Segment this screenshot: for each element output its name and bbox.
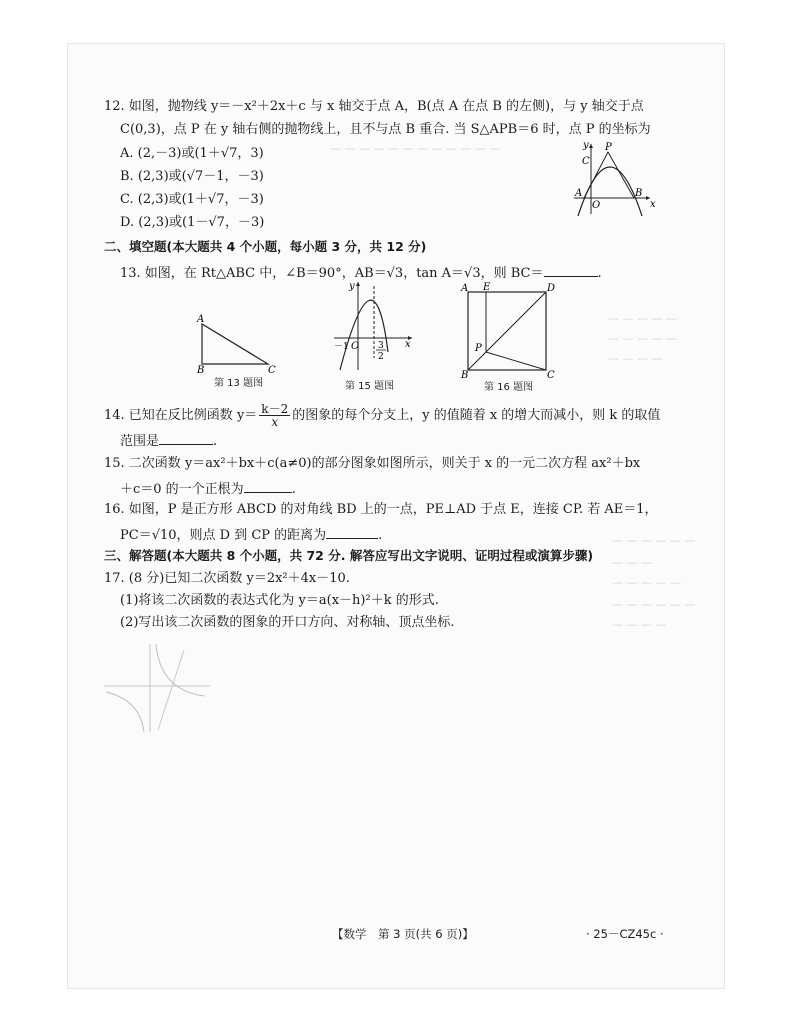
bleed-through-mark: — — — — — —	[612, 534, 696, 547]
fig15-label-minus1: －1	[334, 342, 349, 352]
fig15-label-o: O	[351, 341, 360, 352]
bleed-through-mark: — — — — — —	[612, 598, 696, 611]
q16-answer-blank[interactable]	[326, 524, 378, 539]
fig16-label-a: A	[461, 283, 469, 294]
q14-pre: 14. 已知在反比例函数 y＝	[104, 408, 258, 423]
q12-label-b: B	[635, 188, 643, 199]
q14-answer-blank[interactable]	[159, 430, 213, 445]
q14-stem-line2	[120, 430, 217, 451]
fig16-label-p: P	[475, 343, 482, 354]
q12-option-d: D. (2,3)或(1－√7，－3)	[120, 215, 265, 230]
q12-stem-line2: C(0,3)，点 P 在 y 轴右侧的抛物线上，且不与点 B 重合. 当 S△APB＝6 时，点 P 的坐标为	[120, 122, 651, 137]
q15-stem-line2	[120, 478, 296, 499]
page-footer-center: 【数学 第 3 页(共 6 页)】	[332, 927, 474, 941]
section-3-title: 三、解答题(本大题共 8 个小题，共 72 分. 解答应写出文字说明、证明过程或演算步骤)	[104, 548, 594, 563]
fig15-label-y: y	[349, 281, 355, 292]
fig13-label-c: C	[268, 365, 276, 374]
q12-label-a: A	[575, 188, 583, 199]
fig15-label-3: 3	[378, 341, 384, 351]
fig15-label-x: x	[405, 339, 411, 350]
bleed-through-mark: — — — — —	[608, 312, 677, 325]
q17-stem: 17. (8 分)已知二次函数 y＝2x²＋4x－10.	[104, 571, 350, 586]
q12-label-y: y	[583, 140, 589, 151]
fig16-label-c: C	[547, 370, 555, 378]
fig13-label-b: B	[197, 365, 205, 374]
fig13-caption: 第 13 题图	[214, 378, 264, 389]
q14-stem-line1	[104, 402, 660, 430]
fig16-label-b: B	[461, 370, 469, 378]
q12-option-c: C. (2,3)或(1＋√7，－3)	[120, 192, 264, 207]
section-2-title: 二、填空题(本大题共 4 个小题，每小题 3 分，共 12 分)	[104, 239, 427, 254]
q17-part-2: (2)写出该二次函数的图象的开口方向、对称轴、顶点坐标.	[120, 615, 455, 630]
q15-line2: ＋c＝0 的一个正根为	[120, 482, 244, 497]
q14-end: .	[213, 434, 218, 449]
q16-stem-line2	[120, 524, 382, 545]
fig15-parabola	[330, 280, 420, 374]
q17-part-1: (1)将该二次函数的表达式化为 y＝a(x－h)²＋k 的形式.	[120, 593, 439, 608]
q12-label-x: x	[650, 199, 656, 210]
pencil-scribble	[100, 640, 220, 740]
bleed-through-mark: — — — —	[608, 352, 663, 365]
q14-fraction	[259, 403, 290, 428]
q12-option-b: B. (2,3)或(√7－1，－3)	[120, 169, 264, 184]
fig13-triangle	[194, 312, 284, 374]
q12-figure	[570, 140, 660, 216]
bleed-through-mark: — — — — —	[608, 332, 677, 345]
q12-label-c: C	[582, 156, 590, 167]
fig13-label-a: A	[197, 314, 205, 325]
q15-end: .	[291, 482, 296, 497]
page-footer-code: · 25－CZ45c ·	[586, 927, 664, 941]
q14-line2: 范围是	[120, 434, 160, 449]
q16-stem-line1: 16. 如图，P 是正方形 ABCD 的对角线 BD 上的一点，PE⊥AD 于点 E，连接 CP. 若 AE＝1，	[104, 502, 658, 517]
q14-numerator: k－2	[261, 402, 289, 416]
q13-text: 13. 如图，在 Rt△ABC 中，∠B＝90°，AB＝√3，tan A＝√3，则 BC＝	[120, 266, 544, 281]
bleed-through-mark: — — —	[612, 556, 652, 569]
bleed-through-mark: — — — —	[612, 618, 667, 631]
q13-answer-blank[interactable]	[544, 262, 598, 277]
q12-option-a: A. (2,－3)或(1＋√7，3)	[120, 146, 264, 161]
q14-post: 的图象的每个分支上，y 的值随着 x 的增大而减小，则 k 的取值	[292, 408, 661, 423]
fig16-square	[458, 282, 558, 378]
q13-end: .	[597, 266, 602, 281]
q16-line2: PC＝√10，则点 D 到 CP 的距离为	[120, 528, 327, 543]
q12-label-p: P	[605, 142, 612, 153]
fig15-caption: 第 15 题图	[345, 381, 395, 392]
q15-answer-blank[interactable]	[244, 478, 292, 493]
bleed-through-mark: — — — — — — — — — — — —	[330, 142, 501, 155]
fig16-label-e: E	[483, 282, 491, 293]
q12-label-o: O	[592, 200, 601, 211]
q15-stem-line1: 15. 二次函数 y＝ax²＋bx＋c(a≠0)的部分图象如图所示，则关于 x 的一元二次方程 ax²＋bx	[104, 456, 641, 471]
q12-stem-line1: 12. 如图，抛物线 y＝－x²＋2x＋c 与 x 轴交于点 A，B(点 A 在点 B 的左侧)，与 y 轴交于点	[104, 99, 644, 114]
q16-end: .	[378, 528, 383, 543]
bleed-through-mark: — — — — —	[612, 576, 681, 589]
fig16-label-d: D	[547, 283, 556, 294]
fig16-caption: 第 16 题图	[484, 382, 534, 393]
fig15-label-2: 2	[378, 352, 384, 362]
q14-denominator: x	[271, 415, 279, 429]
